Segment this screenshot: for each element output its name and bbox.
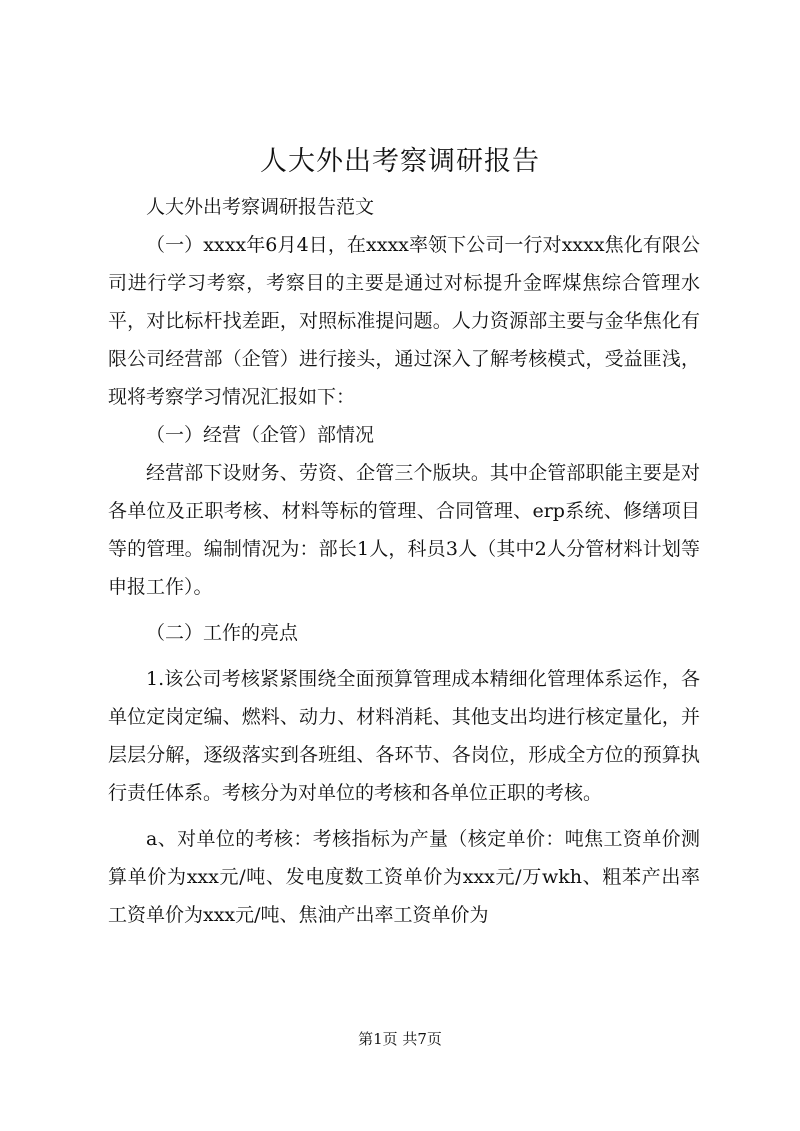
paragraph-operations: 经营部下设财务、劳资、企管三个版块。其中企管部职能主要是对各单位及正职考核、材料等标的管理、合同管理、erp系统、修缮项目等的管理。编制情况为：部长1人，科员3人（其中2人分管材料计划等申报工作）。 bbox=[108, 462, 700, 598]
section-heading-operations: （一）经营（企管）部情况 bbox=[146, 424, 375, 446]
document-body bbox=[108, 188, 700, 934]
paragraph-highlight-1: 1.该公司考核紧紧围绕全面预算管理成本精细化管理体系运作，各单位定岗定编、燃料、动力、材料消耗、其他支出均进行核定量化，并层层分解，逐级落实到各班组、各环节、各岗位，形成全方位的预算执行责任体系。考核分为对单位的考核和各单位正职的考核。 bbox=[108, 668, 700, 804]
section-heading-highlights: （二）工作的亮点 bbox=[146, 622, 299, 644]
paragraph-subtitle: 人大外出考察调研报告范文 bbox=[146, 196, 375, 218]
page-number-footer: 第1页 共7页 bbox=[358, 1030, 442, 1048]
paragraph-unit-assessment: a、对单位的考核：考核指标为产量（核定单价：吨焦工资单价测算单价为xxx元/吨、发电度数工资单价为xxx元/万wkh、粗苯产出率工资单价为xxx元/吨、焦油产出率工资单价为 bbox=[108, 828, 700, 926]
document-title: 人大外出考察调研报告 bbox=[260, 146, 540, 177]
paragraph-intro: （一）xxxx年6月4日，在xxxx率领下公司一行对xxxx焦化有限公司进行学习考察，考察目的主要是通过对标提升金晖煤焦综合管理水平，对比标杆找差距，对照标准提问题。人力资源部主要与金华焦化有限公司经营部（企管）进行接头，通过深入了解考核模式，受益匪浅，现将考察学习情况汇报如下： bbox=[108, 234, 700, 408]
